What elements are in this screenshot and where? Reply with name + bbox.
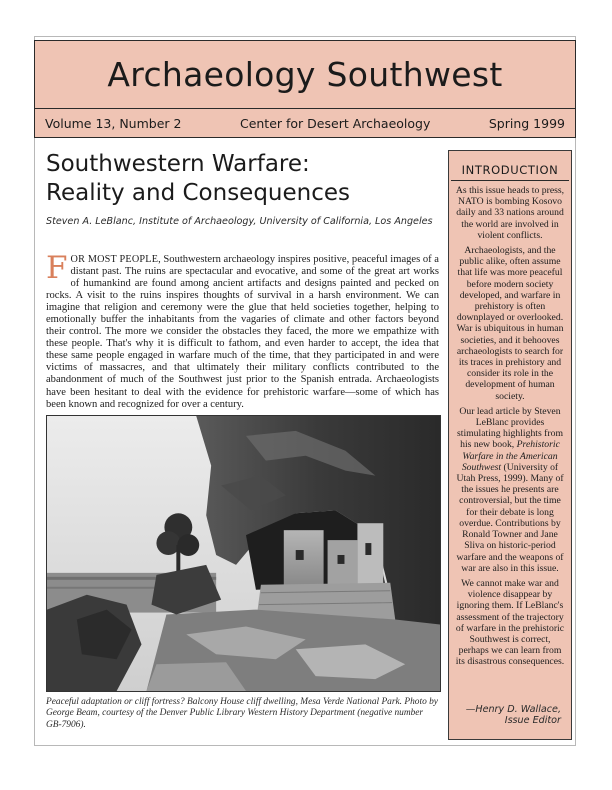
sidebar-paragraph-2: Archaeologists, and the public alike, often assume that life was more peaceful before modern society developed, and warfare in prehistory is often downplayed or overlooked. War is ubiquitous in human societies, and it behooves archaeologists to search for its traces in prehistory and consider its role in the development of human society. xyxy=(456,245,564,402)
sidebar-divider xyxy=(451,180,569,181)
editor-name: —Henry D. Wallace, xyxy=(465,704,561,715)
issue-season: Spring 1999 xyxy=(488,115,565,131)
article-title xyxy=(46,150,436,208)
book-title: Prehistoric Warfare in the American Southwest xyxy=(461,439,560,473)
article-byline: Steven A. LeBlanc, Institute of Archaeology, University of California, Los Angeles xyxy=(46,216,433,227)
sidebar-paragraph-3-intro: Our lead article by Steven LeBlanc provides stimulating highlights from his new book, xyxy=(456,405,564,451)
sidebar-paragraph-3-rest: (University of Utah Press, 1999). Many of the issues he presents are controversial, but the time for their debate is long overdue. Contributions by Ronald Towner and Jane Sliva on historic-period warfare and the weapons of war are also in this issue. xyxy=(456,461,564,574)
masthead-divider xyxy=(35,108,575,109)
drop-cap: F xyxy=(46,250,68,286)
cliff-dwelling-photo xyxy=(46,415,441,692)
publisher-name: Center for Desert Archaeology xyxy=(239,115,431,131)
sidebar-paragraph-1: As this issue heads to press, NATO is bombing Kosovo daily and 33 nations around the world are involved in violent conflicts. xyxy=(455,185,565,241)
publication-title: Archaeology Southwest xyxy=(107,55,503,94)
cliff-dwelling-image xyxy=(47,416,440,691)
article-body-text: , Southwestern archaeology inspires positive, peaceful images of a distant past. The ruins are spectacular and evocative, and some of the great art works of humankind are found among ancient artifacts and designs painted and pecked on rocks. A visit to the ruins inspires thoughts of survival in a harsh environment. We can imagine that religion and ceremony were the glue that held societies together, helping to emotionally buffer the inhabitants from the vagaries of climate and other factors beyond their control. The more we consider the obstacles they faced, the more we empathize with these people. That's why it is difficult to fathom, and even harder to accept, the idea that these same people engaged in warfare much of the time, that they participated in and were victims of massacres, and that ultimately their military conflicts contributed to the abandonment of much of the Southwest just prior to the Spanish entrada. Archaeologists have been hesitant to deal with the evidence for prehistoric warfare—some of which has been known and recognized for over a century. xyxy=(46,254,439,410)
article-title-line-2: Reality and Consequences xyxy=(46,180,351,206)
masthead xyxy=(34,40,576,138)
sidebar-paragraph-3 xyxy=(454,406,566,574)
article-title-line-1: Southwestern Warfare: xyxy=(46,151,310,177)
lead-in: OR MOST PEOPLE xyxy=(70,254,159,265)
sidebar-heading: INTRODUCTION xyxy=(461,163,559,177)
introduction-sidebar xyxy=(448,150,572,740)
masthead-meta xyxy=(45,114,565,132)
editor-signature xyxy=(466,704,561,726)
article-body xyxy=(46,250,439,411)
volume-number: Volume 13, Number 2 xyxy=(45,115,182,131)
sidebar-body xyxy=(454,185,566,672)
editor-title: Issue Editor xyxy=(504,715,561,726)
photo-caption: Peaceful adaptation or cliff fortress? Balcony House cliff dwelling, Mesa Verde National Park. Photo by George Beam, courtesy of the Denver Public Library Western History Department (negative number GB-7906). xyxy=(46,697,438,730)
sidebar-paragraph-4: We cannot make war and violence disappear by ignoring them. If LeBlanc's assessment of the trajectory of warfare in the prehistoric Southwest is correct, perhaps we can learn from its disastrous consequences. xyxy=(455,577,565,668)
